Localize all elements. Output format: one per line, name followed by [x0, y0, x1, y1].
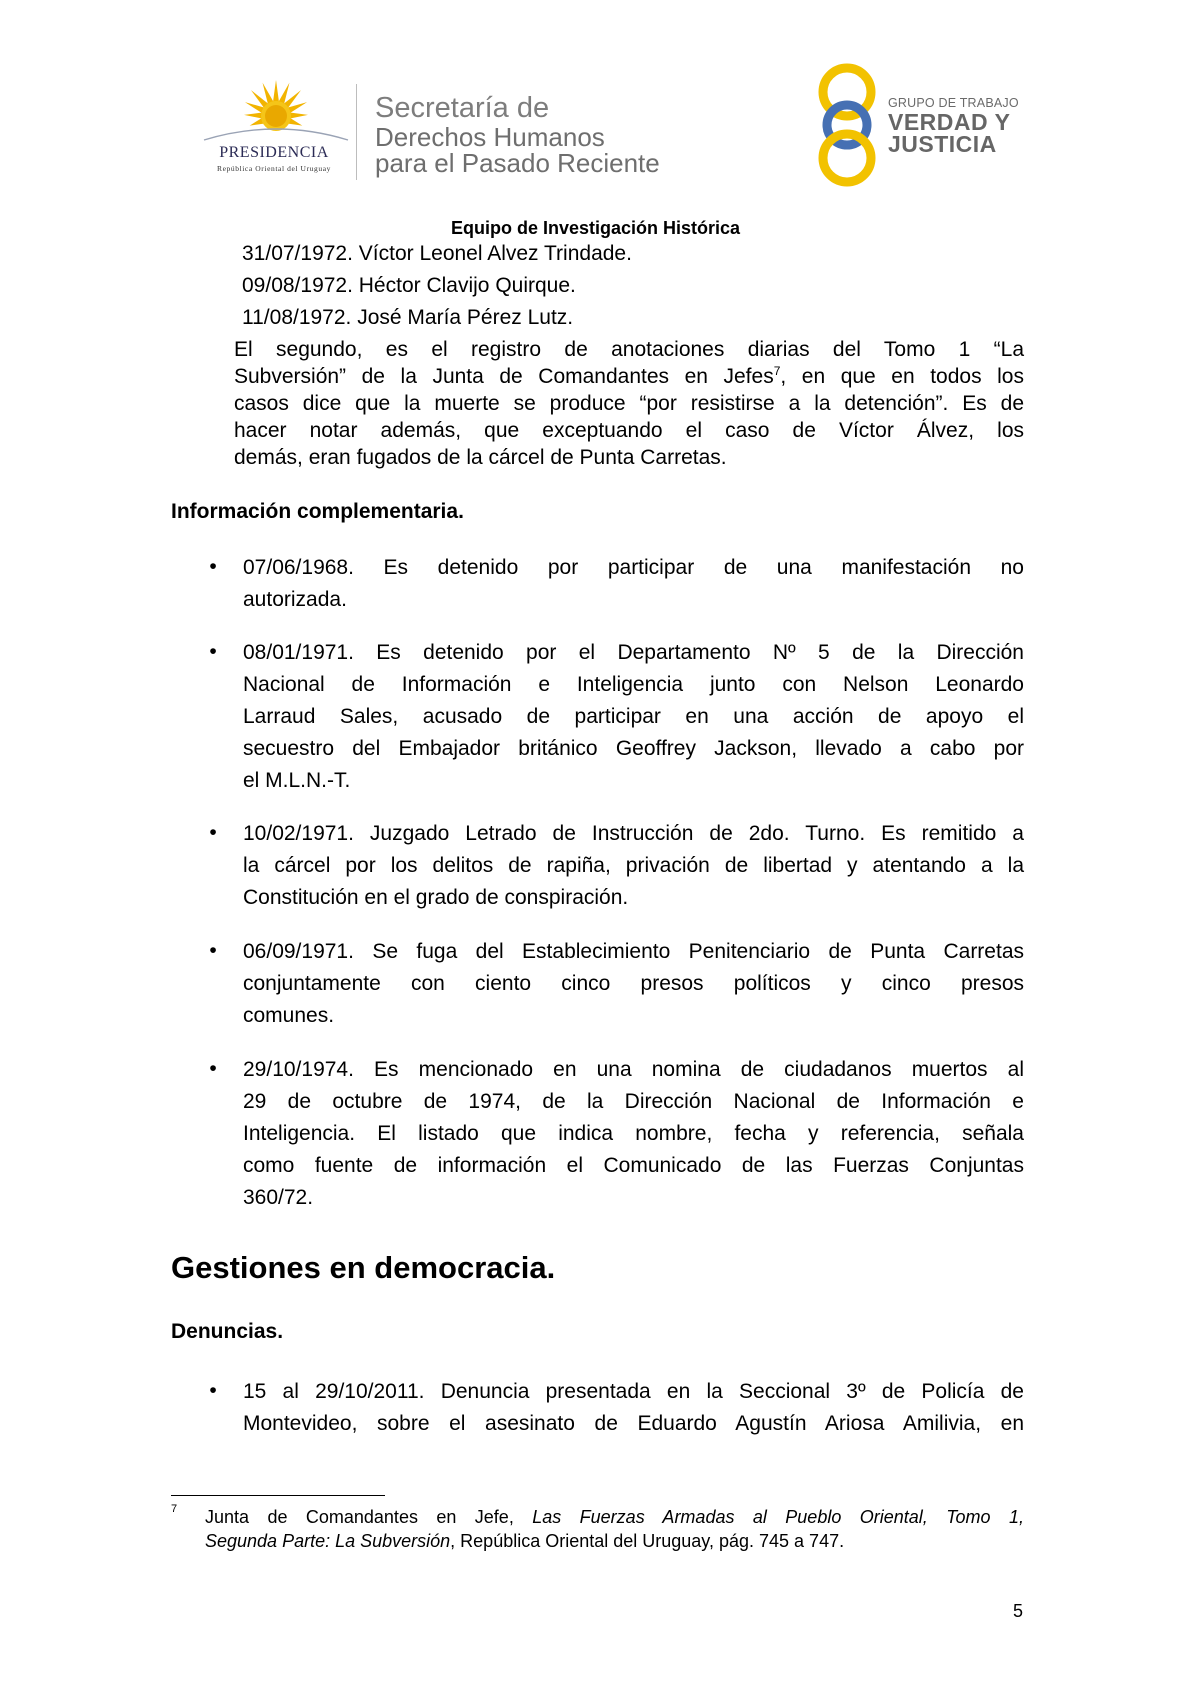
- list-item-line: la cárcel por los delitos de rapiña, privación de libertad y atentando a la: [243, 854, 1024, 877]
- list-item-line: Nacional de Información e Inteligencia junto con Nelson Leonardo: [243, 673, 1024, 696]
- info-heading: Información complementaria.: [171, 500, 464, 523]
- list-item-line: 10/02/1971. Juzgado Letrado de Instrucción de 2do. Turno. Es remitido a: [243, 822, 1024, 845]
- footnote-plain: Junta de Comandantes en Jefe,: [205, 1507, 533, 1527]
- list-item-line: Montevideo, sobre el asesinato de Eduardo Agustín Ariosa Amilivia, en: [243, 1412, 1024, 1435]
- paragraph-text: , en que en todos los: [780, 365, 1024, 388]
- paragraph-line: casos dice que la muerte se produce “por resistirse a la detención”. Es de: [234, 392, 1024, 415]
- list-item-line: Constitución en el grado de conspiración.: [243, 886, 629, 909]
- date-line: 09/08/1972. Héctor Clavijo Quirque.: [242, 274, 576, 297]
- grupo-line3: JUSTICIA: [888, 131, 997, 157]
- section-heading: Gestiones en democracia.: [171, 1250, 556, 1285]
- list-item: [243, 637, 1024, 797]
- list-item: [243, 1376, 1024, 1440]
- bullet: •: [209, 1057, 217, 1080]
- footnote-rule: [171, 1495, 385, 1496]
- list-item-line: conjuntamente con ciento cinco presos políticos y cinco presos: [243, 972, 1024, 995]
- footnote-italic: Segunda Parte: La Subversión: [205, 1531, 451, 1551]
- list-item: [243, 552, 1024, 616]
- list-item-line: Inteligencia. El listado que indica nombre, fecha y referencia, señala: [243, 1122, 1024, 1145]
- presidencia-name: PRESIDENCIA: [219, 144, 329, 161]
- secretaria-line3: para el Pasado Reciente: [375, 148, 660, 178]
- paragraph-line: El segundo, es el registro de anotaciones diarias del Tomo 1 “La: [234, 338, 1024, 361]
- list-item-line: como fuente de información el Comunicado de las Fuerzas Conjuntas: [243, 1154, 1024, 1177]
- paragraph-line: [234, 363, 1024, 390]
- footnote-ref: 7: [773, 364, 781, 378]
- list-item-line: 07/06/1968. Es detenido por participar de una manifestación no: [243, 556, 1024, 579]
- grupo-line2: VERDAD Y: [888, 109, 1011, 135]
- list-item-line: 29/10/1974. Es mencionado en una nomina de ciudadanos muertos al: [243, 1058, 1024, 1081]
- list-item-line: comunes.: [243, 1004, 335, 1027]
- list-item-line: el M.L.N.-T.: [243, 769, 351, 792]
- bullet: •: [209, 1379, 217, 1402]
- bullet: •: [209, 640, 217, 663]
- footnote-italic: Las Fuerzas Armadas al Pueblo Oriental, Tomo 1,: [532, 1507, 1024, 1527]
- list-item-line: 08/01/1971. Es detenido por el Departamento Nº 5 de la Dirección: [243, 641, 1024, 664]
- equipo-title: Equipo de Investigación Histórica: [450, 218, 741, 238]
- list-item: [243, 818, 1024, 914]
- paragraph-text: Subversión”: [234, 365, 347, 388]
- page-number: 5: [1013, 1601, 1024, 1621]
- secretaria-line1: Secretaría de: [375, 92, 550, 124]
- date-line: 11/08/1972. José María Pérez Lutz.: [242, 306, 574, 329]
- paragraph-text: de la Junta de Comandantes en Jefes: [361, 365, 774, 388]
- segundo-paragraph: [234, 336, 1024, 471]
- logo-divider: [356, 84, 357, 180]
- footnote-line: [205, 1505, 1024, 1529]
- bullet: •: [209, 821, 217, 844]
- list-item-line: secuestro del Embajador británico Geoffrey Jackson, llevado a cabo por: [243, 737, 1024, 760]
- paragraph-line: demás, eran fugados de la cárcel de Punta Carretas.: [234, 446, 727, 469]
- list-item-line: 360/72.: [243, 1186, 314, 1209]
- list-item: [243, 1054, 1024, 1214]
- footnote-number: 7: [171, 1503, 178, 1515]
- list-item-line: Larraud Sales, acusado de participar en una acción de apoyo el: [243, 705, 1024, 728]
- bullet: •: [209, 555, 217, 578]
- list-item-line: 06/09/1971. Se fuga del Establecimiento Penitenciario de Punta Carretas: [243, 940, 1024, 963]
- footnote-text: [205, 1505, 1024, 1553]
- presidencia-sun-icon: [196, 78, 356, 178]
- list-item-line: 15 al 29/10/2011. Denuncia presentada en la Seccional 3º de Policía de: [243, 1380, 1024, 1403]
- footnote-line: [205, 1529, 1024, 1553]
- verdad-justicia-rings-icon: [810, 62, 884, 188]
- list-item: [243, 936, 1024, 1032]
- secretaria-line2: Derechos Humanos: [375, 122, 605, 152]
- subsection-heading: Denuncias.: [171, 1320, 284, 1343]
- footnote-plain: , República Oriental del Uruguay, pág. 745 a 747.: [450, 1531, 845, 1551]
- list-item-line: 29 de octubre de 1974, de la Dirección Nacional de Información e: [243, 1090, 1024, 1113]
- grupo-line1: GRUPO DE TRABAJO: [888, 96, 1019, 110]
- bullet: •: [209, 939, 217, 962]
- paragraph-line: hacer notar además, que exceptuando el caso de Víctor Álvez, los: [234, 419, 1024, 442]
- presidencia-subtitle: República Oriental del Uruguay: [216, 164, 331, 173]
- date-line: 31/07/1972. Víctor Leonel Alvez Trindade.: [242, 242, 632, 265]
- list-item-line: autorizada.: [243, 588, 347, 611]
